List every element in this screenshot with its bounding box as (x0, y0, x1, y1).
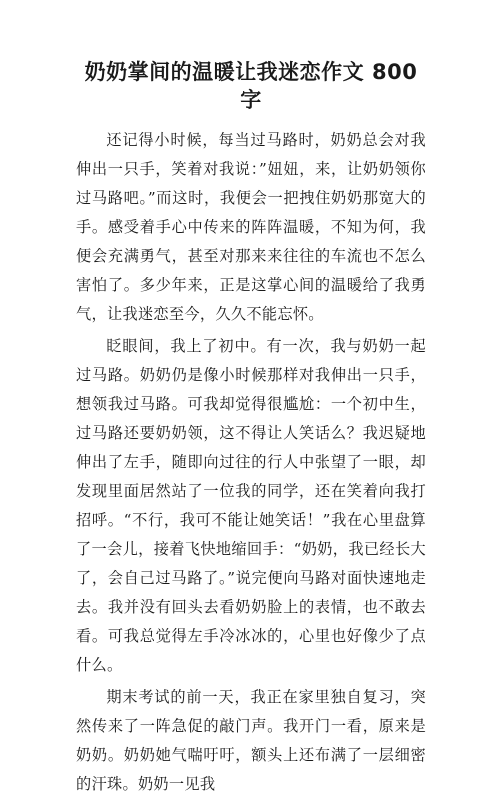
paragraph-2: 眨眼间，我上了初中。有一次，我与奶奶一起过马路。奶奶仍是像小时候那样对我伸出一只手，想领我过马路。可我却觉得很尴尬：一个初中生，过马路还要奶奶领，这不得让人笑话么？我迟疑地伸出了左手，随即向过往的行人中张望了一眼，却发现里面居然站了一位我的同学，还在笑着向我打招呼。“不行，我可不能让她笑话！”我在心里盘算了一会儿，接着飞快地缩回手：“奶奶，我已经长大了，会自己过马路了。”说完便向马路对面快速地走去。我并没有回头去看奶奶脸上的表情，也不敢去看。可我总觉得左手冷冰冰的，心里也好像少了点什么。 (76, 337, 426, 674)
paragraph-3: 期末考试的前一天，我正在家里独自复习，突然传来了一阵急促的敲门声。我开门一看，原来是奶奶。奶奶她气喘吁吁，额头上还布满了一层细密的汗珠。奶奶一见我 (76, 688, 426, 793)
paragraph-1: 还记得小时候，每当过马路时，奶奶总会对我伸出一只手，笑着对我说：”妞妞，来，让奶奶领你过马路吧。”而这时，我便会一把拽住奶奶那宽大的手。感受着手心中传来的阵阵温暖，不知为何，我便会充满勇气，甚至对那来来往往的车流也不怎么害怕了。多少年来，正是这掌心间的温暖给了我勇气，让我迷恋至今，久久不能忘怀。 (76, 131, 426, 323)
document-title: 奶奶掌间的温暖让我迷恋作文 800 字 (84, 60, 418, 112)
